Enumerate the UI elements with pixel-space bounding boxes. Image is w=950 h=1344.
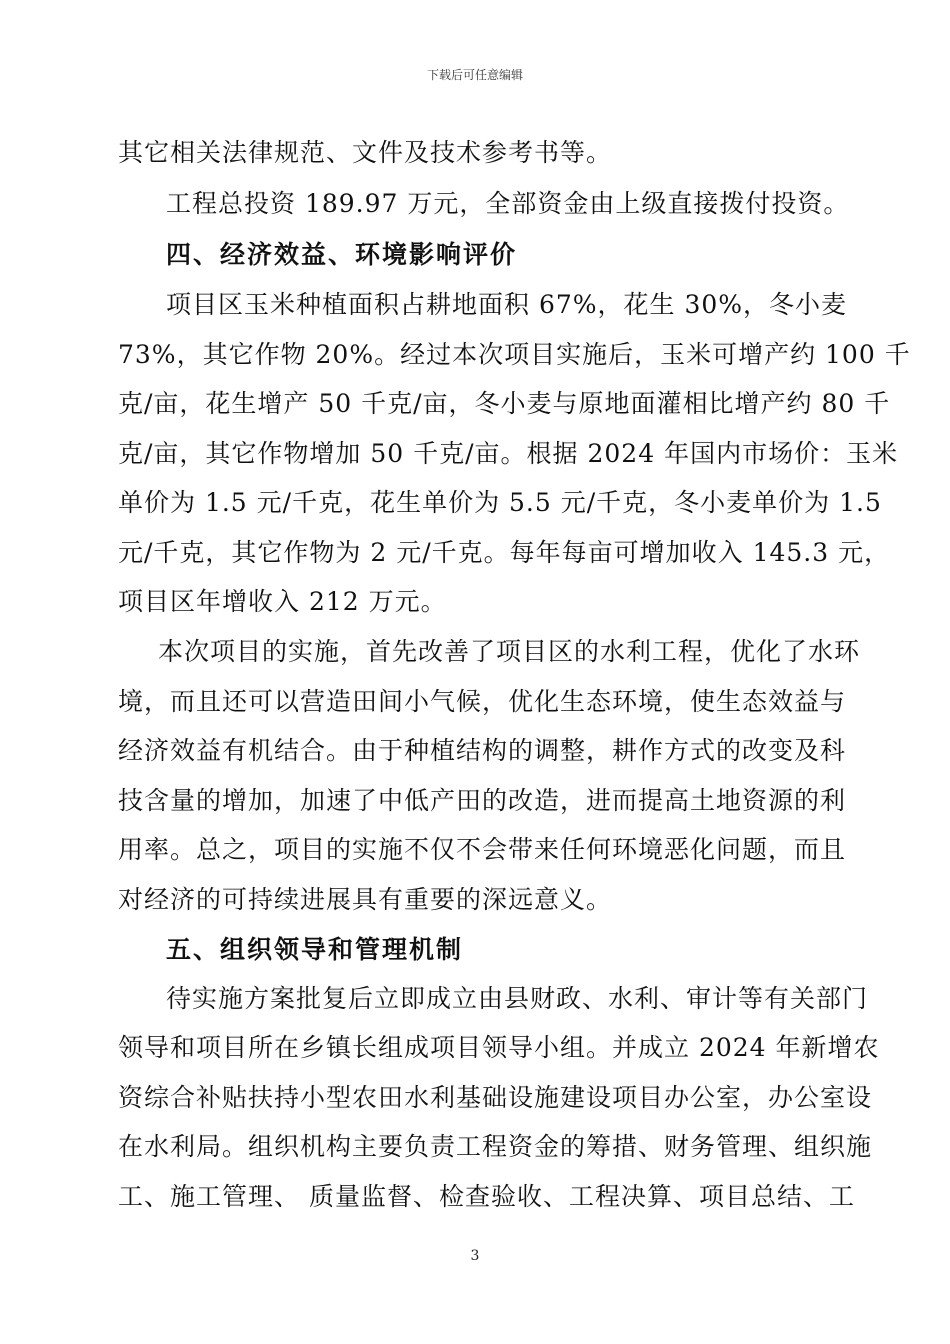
text-line: 克/亩，其它作物增加 50 千克/亩。根据 2024 年国内市场价：玉米 <box>118 439 899 468</box>
text-line: 单价为 1.5 元/千克，花生单价为 5.5 元/千克，冬小麦单价为 1.5 <box>118 488 882 517</box>
text-line: 用率。总之，项目的实施不仅不会带来任何环境恶化问题，而且 <box>118 835 847 864</box>
text-line: 工、施工管理、 质量监督、检查验收、工程决算、项目总结、工 <box>118 1182 855 1211</box>
text-line: 技含量的增加，加速了中低产田的改造，进而提高土地资源的利 <box>118 786 847 815</box>
text-line: 在水利局。组织机构主要负责工程资金的筹措、财务管理、组织施 <box>118 1132 873 1161</box>
text-line: 待实施方案批复后立即成立由县财政、水利、审计等有关部门 <box>166 984 869 1013</box>
text-line: 项目区年增收入 212 万元。 <box>118 587 447 616</box>
text-line: 对经济的可持续进展具有重要的深远意义。 <box>118 885 613 914</box>
text-line: 73%，其它作物 20%。经过本次项目实施后，玉米可增产约 100 千 <box>118 340 911 369</box>
text-line: 本次项目的实施，首先改善了项目区的水利工程，优化了水环 <box>158 637 861 666</box>
page-number: 3 <box>470 1248 480 1264</box>
header-note: 下载后可任意编辑 <box>426 68 523 82</box>
text-line: 工程总投资 189.97 万元，全部资金由上级直接拨付投资。 <box>166 189 850 218</box>
text-line: 项目区玉米种植面积占耕地面积 67%，花生 30%，冬小麦 <box>166 290 848 319</box>
text-line: 资综合补贴扶持小型农田水利基础设施建设项目办公室，办公室设 <box>118 1083 873 1112</box>
section-heading: 五、组织领导和管理机制 <box>166 935 464 964</box>
section-heading: 四、经济效益、环境影响评价 <box>166 240 518 269</box>
text-line: 领导和项目所在乡镇长组成项目领导小组。并成立 2024 年新增农 <box>118 1033 880 1062</box>
text-line: 经济效益有机结合。由于种植结构的调整，耕作方式的改变及科 <box>118 736 847 765</box>
text-line: 其它相关法律规范、文件及技术参考书等。 <box>118 138 613 167</box>
text-line: 克/亩，花生增产 50 千克/亩，冬小麦与原地面灌相比增产约 80 千 <box>118 389 891 418</box>
text-line: 元/千克，其它作物为 2 元/千克。每年每亩可增加收入 145.3 元， <box>118 538 891 567</box>
text-line: 境，而且还可以营造田间小气候，优化生态环境，使生态效益与 <box>118 687 847 716</box>
